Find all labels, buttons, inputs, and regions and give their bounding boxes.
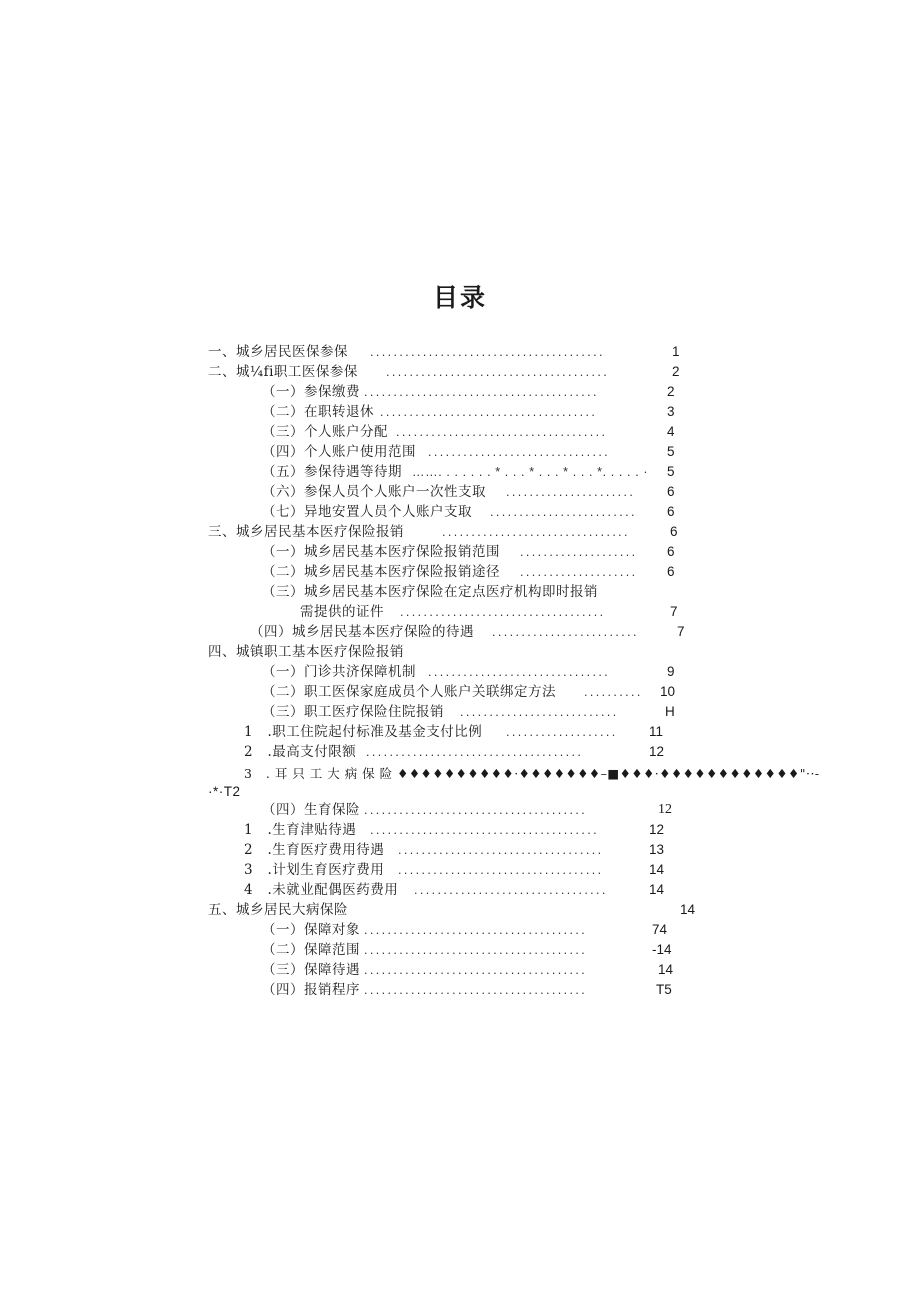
toc-leader: ................................ — [442, 525, 630, 539]
toc-entry-label: 三、城乡居民基本医疗保险报销 — [208, 524, 404, 540]
toc-entry-label: （七）异地安置人员个人账户支取 — [262, 504, 472, 520]
toc-entry-label: （二）城乡居民基本医疗保险报销途径 — [262, 564, 500, 580]
toc-leader: .................................... — [396, 425, 608, 439]
toc-entry[interactable] — [262, 662, 682, 682]
toc-page-number: 6 — [667, 564, 675, 579]
toc-page-number: 3 — [667, 404, 675, 419]
toc-entry-label: （二）保障范围 — [262, 942, 360, 958]
toc-page-number: 12 — [658, 802, 672, 817]
toc-leader: ...................................... — [364, 923, 588, 937]
toc-entry[interactable] — [208, 362, 680, 382]
toc-page-number: 10 — [660, 684, 676, 699]
toc-page-number: T5 — [656, 982, 672, 997]
toc-entry-label: 四、城镇职工基本医疗保险报销 — [208, 644, 404, 660]
toc-entry-label: 五、城乡居民大病保险 — [208, 902, 348, 918]
toc-page-number: H — [665, 704, 675, 719]
toc-page-number: 2 — [667, 384, 675, 399]
toc-entry-label: 3 . 耳 只 工 大 病 保 险 ♦♦♦♦♦♦♦♦♦♦·♦♦♦♦♦♦♦–■♦♦♦·♦♦♦♦♦♦♦♦♦♦♦♦"··- — [244, 766, 820, 781]
toc-entry-label: 一、城乡居民医保参保 — [208, 344, 348, 360]
toc-page-number: 12 — [649, 822, 665, 837]
toc-page-number: 6 — [667, 504, 675, 519]
toc-entry[interactable] — [262, 562, 682, 582]
toc-entry[interactable] — [244, 722, 674, 742]
toc-entry-label: 二、城¼fi职工医保参保 — [208, 364, 358, 380]
toc-page-number: 74 — [652, 922, 668, 937]
toc-leader: ............................... — [428, 445, 611, 459]
toc-leader: ...................................... — [364, 963, 588, 977]
toc-page-number: -14 — [652, 942, 672, 957]
toc-entry[interactable] — [262, 482, 682, 502]
toc-leader: ................................... — [400, 605, 606, 619]
toc-page-number: 14 — [649, 882, 665, 897]
toc-entry[interactable] — [262, 582, 682, 602]
toc-page-number: 7 — [677, 624, 685, 639]
toc-entry[interactable] — [262, 682, 682, 702]
toc-entry[interactable] — [244, 880, 674, 900]
toc-entry[interactable] — [244, 840, 674, 860]
toc-entry-label: 1 .生育津贴待遇 — [244, 822, 357, 838]
toc-entry-label: 2 .最高支付限额 — [244, 744, 357, 760]
toc-page-number: 5 — [667, 464, 675, 479]
toc-page-number: 1 — [672, 344, 680, 359]
toc-leader: ........................................ — [370, 345, 605, 359]
toc-leader: ......................... — [492, 625, 639, 639]
toc-entry[interactable] — [262, 502, 682, 522]
toc-leader: ................................... — [398, 863, 604, 877]
toc-leader: ......................... — [490, 505, 637, 519]
toc-page-number: 6 — [670, 524, 678, 539]
toc-entry-label: （三）保障待遇 — [262, 962, 360, 978]
toc-leader: .................... — [520, 545, 638, 559]
toc-page-number: 14 — [680, 902, 696, 917]
toc-entry-label: （三）职工医疗保险住院报销 — [262, 704, 444, 720]
toc-page-number: 6 — [667, 484, 675, 499]
toc-entry[interactable] — [262, 960, 682, 980]
toc-entry[interactable] — [244, 742, 674, 762]
toc-leader: ................................... — [398, 843, 604, 857]
toc-entry-label: （四）个人账户使用范围 — [262, 444, 416, 460]
toc-leader: ...................................... — [364, 943, 588, 957]
toc-entry-label: （四）城乡居民基本医疗保险的待遇 — [250, 624, 474, 640]
toc-page-number: 11 — [649, 724, 664, 739]
toc-page-number: 6 — [667, 544, 675, 559]
toc-leader: ................... — [506, 725, 618, 739]
toc-entry-label: （一）参保缴费 — [262, 384, 360, 400]
toc-leader: .................... — [520, 565, 638, 579]
toc-page-number: 12 — [649, 744, 665, 759]
toc-entry-label: （二）职工医保家庭成员个人账户关联绑定方法 — [262, 684, 556, 700]
toc-entry[interactable] — [262, 422, 682, 442]
toc-leader: ................................. — [414, 883, 608, 897]
toc-entry[interactable] — [262, 462, 682, 482]
toc-page-number: 13 — [649, 842, 665, 857]
toc-entry-label: 需提供的证件 — [300, 604, 384, 620]
toc-entry[interactable] — [262, 382, 682, 402]
toc-entry-label: 2 .生育医疗费用待遇 — [244, 842, 385, 858]
toc-entry-label: （三）城乡居民基本医疗保险在定点医疗机构即时报销 — [262, 584, 598, 600]
toc-entry[interactable] — [262, 920, 682, 940]
toc-entry[interactable] — [244, 860, 674, 880]
toc-page-number: 2 — [672, 364, 680, 379]
toc-leader: ..................................... — [380, 405, 598, 419]
toc-entry[interactable] — [262, 980, 682, 1000]
toc-page-number: 14 — [649, 862, 665, 877]
toc-entry-label: （三）个人账户分配 — [262, 424, 388, 440]
toc-entry-label: （一）门诊共济保障机制 — [262, 664, 416, 680]
toc-entry-label: （四）生育保险 — [262, 802, 360, 818]
toc-entry-label: （四）报销程序 — [262, 982, 360, 998]
toc-page-number: 7 — [670, 604, 678, 619]
toc-leader: ...................................... — [364, 983, 588, 997]
toc-entry[interactable] — [262, 442, 682, 462]
toc-entry[interactable] — [262, 940, 682, 960]
toc-entry[interactable] — [208, 522, 682, 542]
toc-entry-label: 3 .计划生育医疗费用 — [244, 862, 385, 878]
toc-entry-label: 4 .未就业配偶医药费用 — [244, 882, 399, 898]
toc-entry[interactable] — [244, 820, 674, 840]
toc-entry-label: （一）保障对象 — [262, 922, 360, 938]
toc-entry[interactable] — [208, 642, 682, 662]
toc-leader: ........................... — [460, 705, 619, 719]
toc-entry[interactable] — [208, 342, 680, 362]
page-title: 目录 — [432, 283, 487, 312]
toc-page-number: 14 — [658, 962, 674, 977]
toc-entry-label: （二）在职转退休 — [262, 404, 374, 420]
toc-entry-label: 1 .职工住院起付标准及基金支付比例 — [244, 724, 483, 740]
toc-leader: ....................................... — [370, 823, 600, 837]
toc-entry[interactable] — [300, 602, 684, 622]
toc-entry[interactable] — [208, 782, 288, 802]
toc-entry[interactable] — [262, 702, 682, 722]
toc-leader: ..................................... — [366, 745, 584, 759]
toc-leader: ……. . . . . . . * . . . * . . . * . . . *. . . . . · — [412, 465, 649, 479]
toc-page-number: 5 — [667, 444, 675, 459]
toc-leader: ...................................... — [386, 365, 610, 379]
toc-entry-label: （五）参保待遇等待期 — [262, 464, 402, 480]
toc-leader: ...................... — [506, 485, 636, 499]
toc-leader: .......... — [584, 685, 643, 699]
toc-page-number: 4 — [667, 424, 675, 439]
toc-leader: ...................................... — [364, 803, 588, 817]
toc-entry[interactable] — [250, 622, 686, 642]
toc-entry[interactable] — [244, 764, 820, 784]
toc-entry-label: （一）城乡居民基本医疗保险报销范围 — [262, 544, 500, 560]
toc-entry[interactable] — [262, 402, 682, 422]
toc-entry-label: （六）参保人员个人账户一次性支取 — [262, 484, 486, 500]
toc-leader: ............................... — [428, 665, 611, 679]
toc-page-number: 9 — [667, 664, 675, 679]
toc-entry-label: ·*·T2 — [208, 784, 241, 799]
toc-entry[interactable] — [262, 542, 682, 562]
toc-entry[interactable] — [262, 800, 682, 820]
toc-entry[interactable] — [208, 900, 708, 920]
toc-leader: ........................................ — [364, 385, 599, 399]
